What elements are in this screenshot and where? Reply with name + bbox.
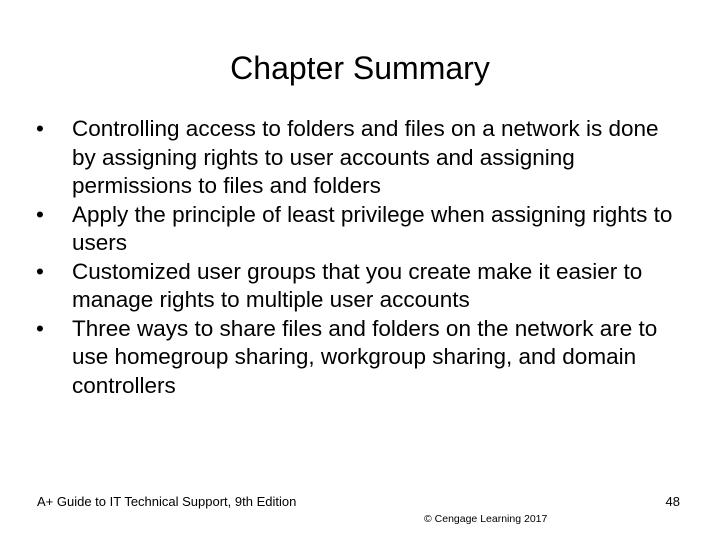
bullet-marker: • [36,116,44,141]
bullet-item [36,115,686,201]
bullet-item [36,258,686,315]
footer-copyright: © Cengage Learning 2017 [424,513,548,525]
bullet-text: Customized user groups that you create make it easier to manage rights to multiple user accounts [72,258,643,312]
bullet-text: Apply the principle of least privilege when assigning rights to users [72,201,673,255]
bullet-text: Controlling access to folders and files on a network is done by assigning rights to user accounts and assigning permissions to files and folders [72,116,659,198]
bullet-marker: • [36,315,44,341]
bullet-marker: • [36,258,44,284]
bullet-marker: • [36,201,44,227]
bullet-list [36,115,686,400]
slide-title: Chapter Summary [230,50,490,86]
bullet-item [36,315,686,401]
footer-book-title: A+ Guide to IT Technical Support, 9th Edition [37,494,297,509]
footer-page-number: 48 [665,494,680,509]
bullet-text: Three ways to share files and folders on the network are to use homegroup sharing, workgroup sharing, and domain controllers [72,315,658,398]
bullet-item [36,201,686,258]
